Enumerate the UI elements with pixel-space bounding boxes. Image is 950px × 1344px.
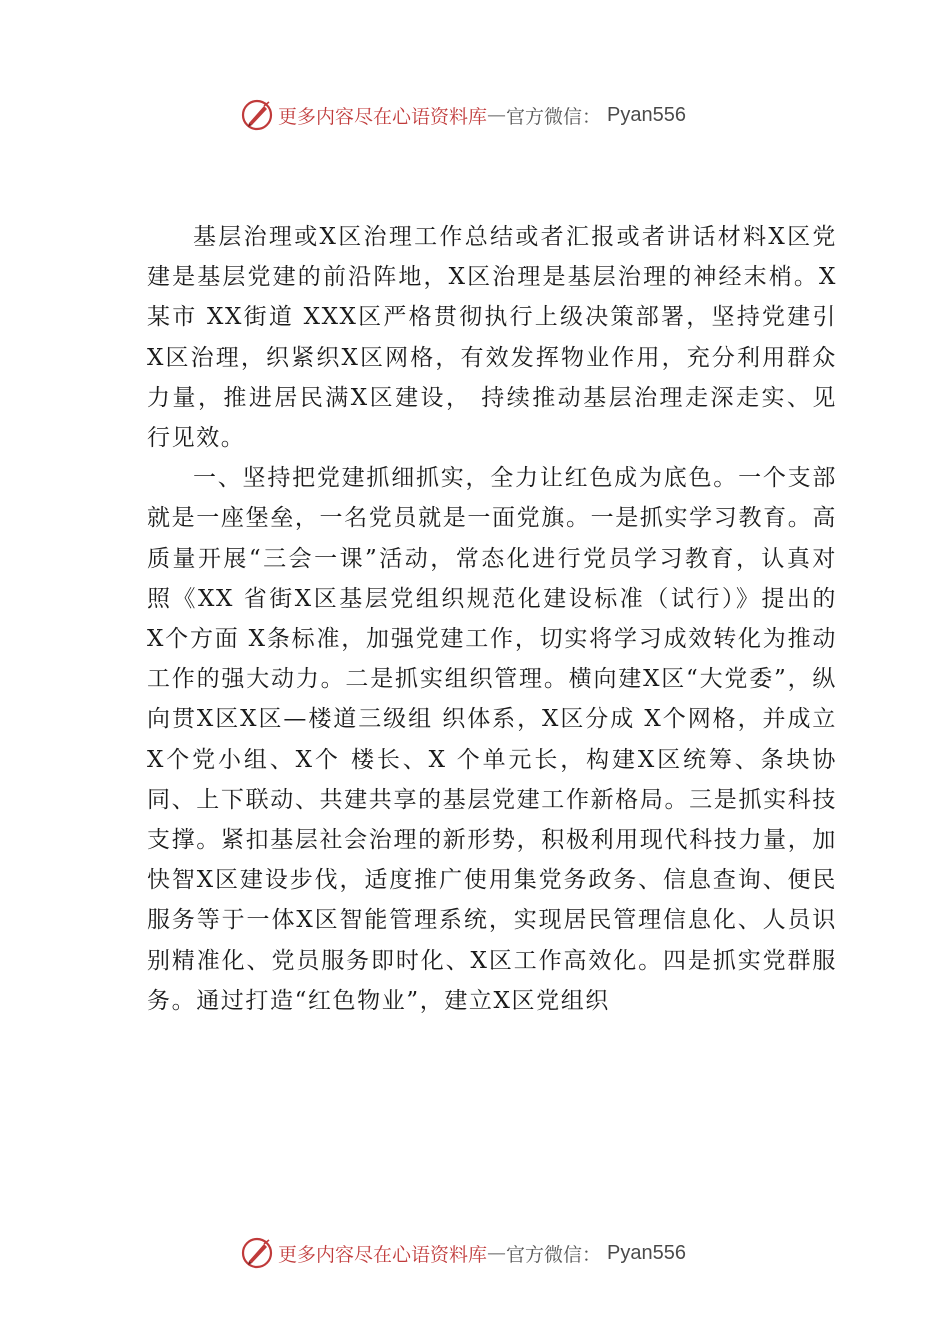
watermark-separator: — (487, 104, 507, 126)
watermark-separator: — (487, 1242, 507, 1264)
watermark-label: 官方微信： (506, 1243, 602, 1266)
watermark-wechat-id: Pyan556 (607, 103, 686, 126)
document-body (147, 217, 837, 1021)
watermark-main-text: 更多内容尽在心语资料库 (278, 1243, 488, 1266)
footer-watermark-banner (240, 1233, 686, 1273)
pen-feather-icon (240, 98, 274, 132)
watermark-label: 官方微信： (506, 105, 602, 128)
header-watermark-banner (240, 95, 686, 135)
body-paragraph: 基层治理或X区治理工作总结或者汇报或者讲话材料X区党建是基层党建的前沿阵地，X区治理是基层治理的神经末梢。X某市 XX街道 XXX区严格贯彻执行上级决策部署，坚持党建引X区治理，织紧织X区网格，有效发挥物业作用，充分利用群众力量，推进居民满X区建设， 持续推动基层治理走深走实、见行见效。 (147, 224, 837, 452)
watermark-main-text: 更多内容尽在心语资料库 (278, 105, 488, 128)
body-paragraph: 一、坚持把党建抓细抓实，全力让红色成为底色。一个支部就是一座堡垒，一名党员就是一面党旗。一是抓实学习教育。高质量开展“三会一课”活动，常态化进行党员学习教育，认真对照《XX 省街X区基层党组织规范化建设标准（试行）》提出的 X个方面 X条标准，加强党建工作，切实将学习成效转化为推动工作的强大动力。二是抓实组织管理。横向建X区“大党委”，纵向贯X区X区—楼道三级组 织体系，X区分成 X个网格，并成立 X个党小组、X个 楼长、X 个单元长，构建X区统筹、条块协同、上下联动、共建共享的基层党建工作新格局。三是抓实科技支撑。紧扣基层社会治理的新形势，积极利用现代科技力量，加快智X区建设步伐，适度推广使用集党务政务、信息查询、便民服务等于一体X区智能管理系统，实现居民管理信息化、人员识别精准化、党员服务即时化、X区工作高效化。四是抓实党群服务。通过打造“红色物业”，建立X区党组织 (147, 465, 837, 1014)
pen-feather-icon (240, 1236, 274, 1270)
watermark-wechat-id: Pyan556 (607, 1241, 686, 1264)
